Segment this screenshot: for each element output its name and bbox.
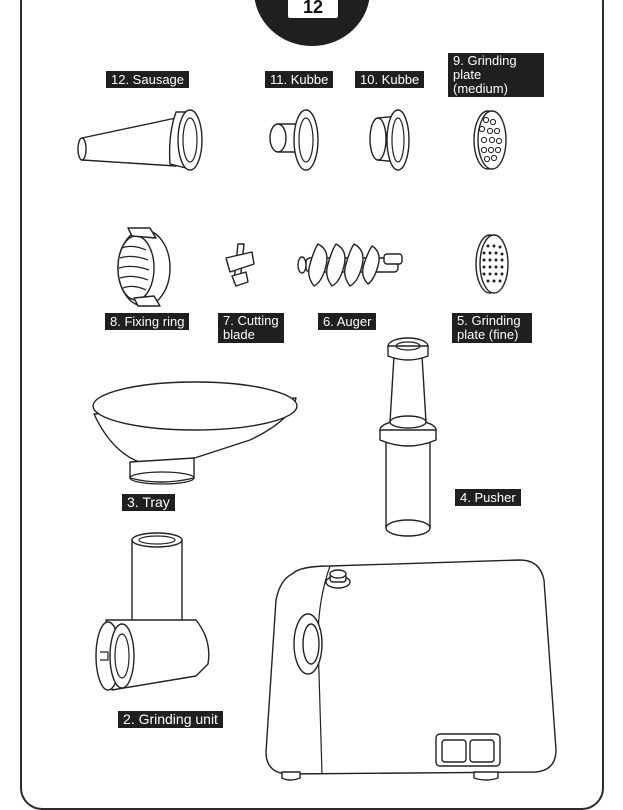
kubbe-11-illustration	[270, 110, 318, 170]
fixing-ring-illustration	[118, 228, 170, 306]
pusher-illustration	[380, 338, 436, 536]
sausage-nozzle-illustration	[78, 110, 202, 170]
grinding-unit-illustration	[96, 533, 209, 690]
grinding-plate-fine-illustration	[476, 235, 508, 293]
auger-illustration	[298, 244, 402, 286]
kubbe-10-illustration	[370, 110, 409, 170]
label-pusher: 4. Pusher	[455, 489, 521, 506]
motor-housing-illustration	[266, 560, 556, 780]
label-grinding-plate-fine: 5. Grinding plate (fine)	[452, 313, 532, 343]
label-grinding-plate-medium: 9. Grinding plate (medium)	[448, 53, 544, 97]
label-auger: 6. Auger	[318, 313, 376, 330]
cutting-blade-illustration	[226, 244, 254, 286]
label-kubbe-10: 10. Kubbe	[355, 71, 424, 88]
label-sausage: 12. Sausage	[106, 71, 189, 88]
label-grinding-unit: 2. Grinding unit	[118, 711, 223, 728]
label-kubbe-11: 11. Kubbe	[265, 71, 333, 88]
page-number: 12	[288, 0, 338, 18]
grinding-plate-medium-illustration	[474, 111, 506, 169]
tray-illustration	[93, 382, 297, 484]
label-fixing-ring: 8. Fixing ring	[105, 313, 189, 330]
label-cutting-blade: 7. Cutting blade	[218, 313, 284, 343]
label-tray: 3. Tray	[122, 494, 175, 511]
